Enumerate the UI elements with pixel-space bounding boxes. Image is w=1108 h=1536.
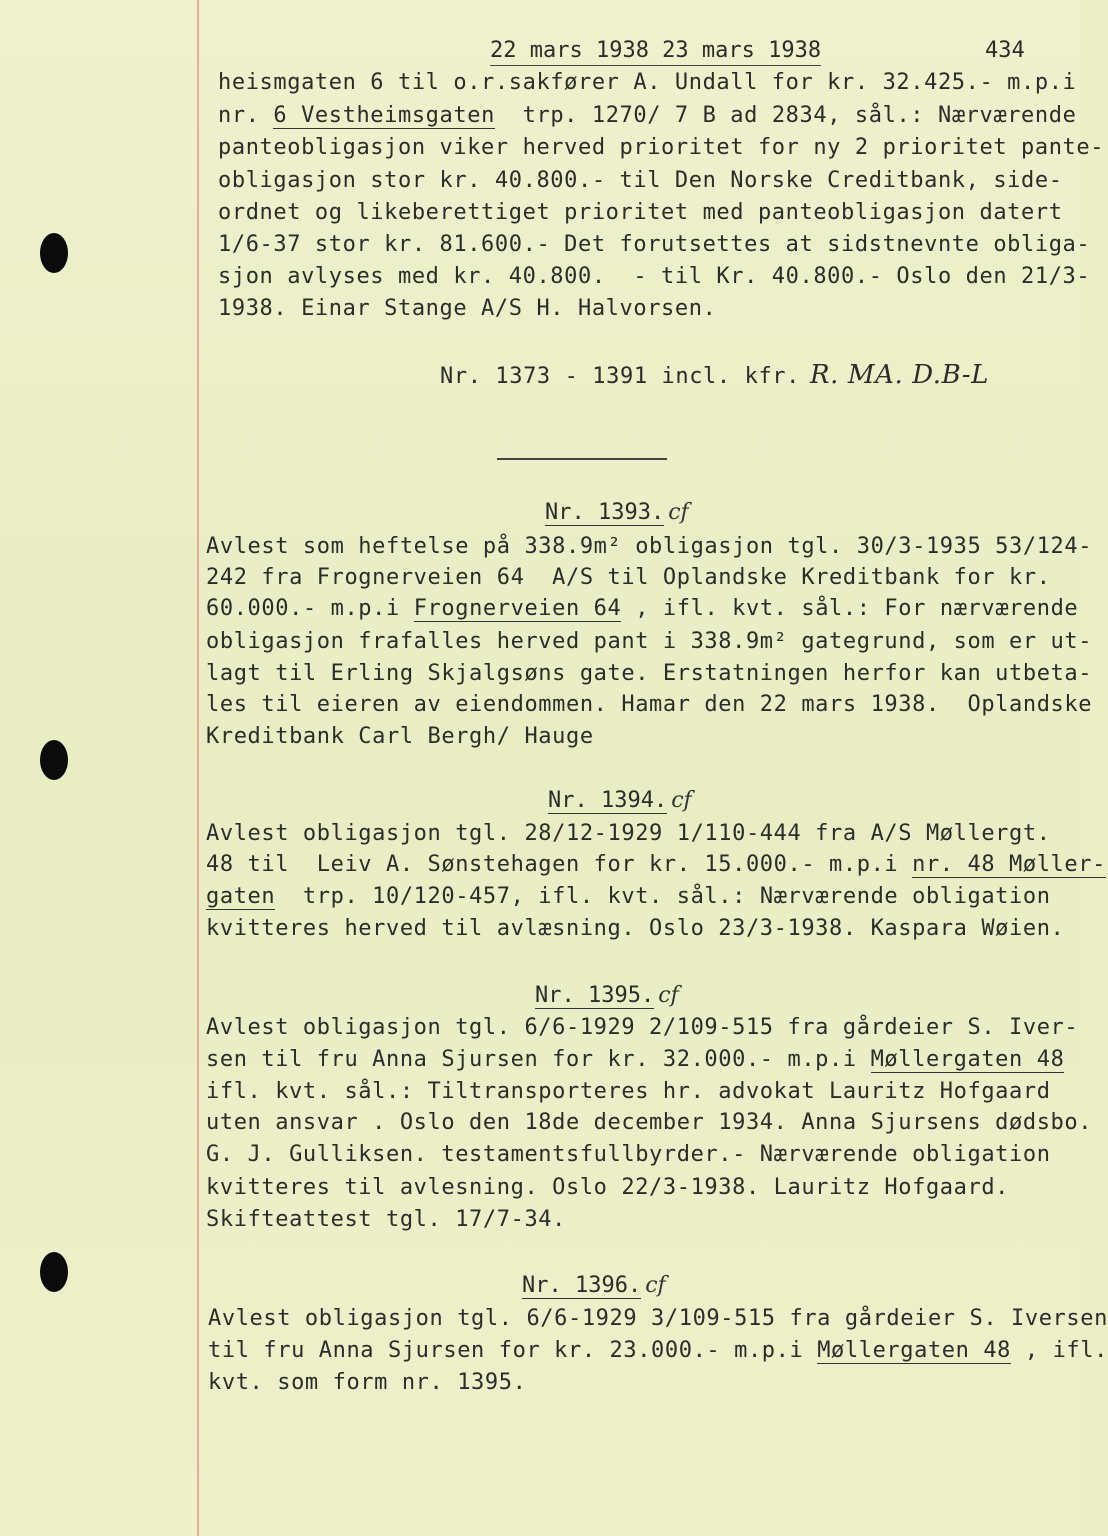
entry-number: Nr. 1394. cf bbox=[548, 788, 692, 813]
punch-hole-top bbox=[40, 233, 68, 273]
text-line: gaten trp. 10/120-457, ifl. kvt. sål.: Nærværende obligation bbox=[206, 884, 1051, 909]
address-underlined: 6 Vestheimsgaten bbox=[273, 103, 495, 128]
text-line: Avlest obligasjon tgl. 28/12-1929 1/110-444 fra A/S Møllergt. bbox=[206, 821, 1051, 846]
entry-number: Nr. 1393. cf bbox=[545, 500, 689, 525]
text-line: kvitteres herved til avlæsning. Oslo 23/3-1938. Kaspara Wøien. bbox=[206, 916, 1065, 941]
text-line: lagt til Erling Skjalgsøns gate. Erstatningen herfor kan utbeta- bbox=[206, 661, 1093, 686]
check-mark: cf bbox=[671, 788, 692, 813]
text-line: 242 fra Frognerveien 64 A/S til Oplandske Kreditbank for kr. bbox=[206, 565, 1051, 590]
text-line: 1/6-37 stor kr. 81.600.- Det forutsettes at sidstnevnte obliga- bbox=[218, 232, 1091, 257]
text-line: kvitteres til avlesning. Oslo 22/3-1938. Lauritz Hofgaard. bbox=[206, 1175, 1010, 1200]
page-number: 434 bbox=[985, 38, 1025, 63]
punch-hole-bottom bbox=[40, 1252, 68, 1292]
header-dates: 22 mars 1938 23 mars 1938 bbox=[490, 38, 821, 66]
margin-rule bbox=[197, 0, 199, 1536]
text-line: ordnet og likeberettiget prioritet med panteobligasjon datert bbox=[218, 200, 1063, 225]
check-mark: cf bbox=[645, 1273, 666, 1298]
text-line: 48 til Leiv A. Sønstehagen for kr. 15.000.- m.p.i nr. 48 Møller- bbox=[206, 852, 1106, 877]
text-line: sen til fru Anna Sjursen for kr. 32.000.- m.p.i Møllergaten 48 bbox=[206, 1047, 1065, 1072]
text-line: obligasjon stor kr. 40.800.- til Den Norske Creditbank, side- bbox=[218, 168, 1063, 193]
text-line: kvt. som form nr. 1395. bbox=[208, 1370, 527, 1395]
text-line: 1938. Einar Stange A/S H. Halvorsen. bbox=[218, 296, 717, 321]
section-divider bbox=[497, 458, 667, 460]
text-line: til fru Anna Sjursen for kr. 23.000.- m.p.i Møllergaten 48 , ifl. bbox=[208, 1338, 1108, 1363]
text-line: ifl. kvt. sål.: Tiltransporteres hr. advokat Lauritz Hofgaard bbox=[206, 1079, 1051, 1104]
text-line: les til eieren av eiendommen. Hamar den 22 mars 1938. Oplandske bbox=[206, 692, 1093, 717]
reference-line: Nr. 1373 - 1391 incl. kfr. R. MA. D.B-L bbox=[440, 360, 990, 390]
text-line: Skifteattest tgl. 17/7-34. bbox=[206, 1207, 566, 1232]
text-line: G. J. Gulliksen. testamentsfullbyrder.- Nærværende obligation bbox=[206, 1142, 1051, 1167]
handwritten-signature: R. MA. D.B-L bbox=[809, 360, 990, 390]
text-line: sjon avlyses med kr. 40.800. - til Kr. 40.800.- Oslo den 21/3- bbox=[218, 264, 1091, 289]
text-line: Avlest obligasjon tgl. 6/6-1929 2/109-515 fra gårdeier S. Iver- bbox=[206, 1015, 1079, 1040]
text-line: Kreditbank Carl Bergh/ Hauge bbox=[206, 724, 594, 749]
check-mark: cf bbox=[668, 500, 689, 525]
entry-number: Nr. 1395. cf bbox=[535, 983, 679, 1008]
text-line: heismgaten 6 til o.r.sakfører A. Undall for kr. 32.425.- m.p.i bbox=[218, 70, 1077, 95]
text-line: Avlest som heftelse på 338.9m² obligasjon tgl. 30/3-1935 53/124- bbox=[206, 534, 1093, 559]
text-line: 60.000.- m.p.i Frognerveien 64 , ifl. kvt. sål.: For nærværende bbox=[206, 596, 1079, 621]
text-line: Avlest obligasjon tgl. 6/6-1929 3/109-515 fra gårdeier S. Iversen bbox=[208, 1306, 1108, 1331]
text-line: nr. 6 Vestheimsgaten trp. 1270/ 7 B ad 2834, sål.: Nærværende bbox=[218, 103, 1077, 128]
text-line: panteobligasjon viker herved prioritet for ny 2 prioritet pante- bbox=[218, 135, 1105, 160]
punch-hole-middle bbox=[40, 740, 68, 780]
text-line: uten ansvar . Oslo den 18de december 1934. Anna Sjursens dødsbo. bbox=[206, 1110, 1093, 1135]
entry-number: Nr. 1396. cf bbox=[522, 1273, 666, 1298]
text-line: obligasjon frafalles herved pant i 338.9m² gategrund, som er ut- bbox=[206, 629, 1093, 654]
check-mark: cf bbox=[658, 983, 679, 1008]
